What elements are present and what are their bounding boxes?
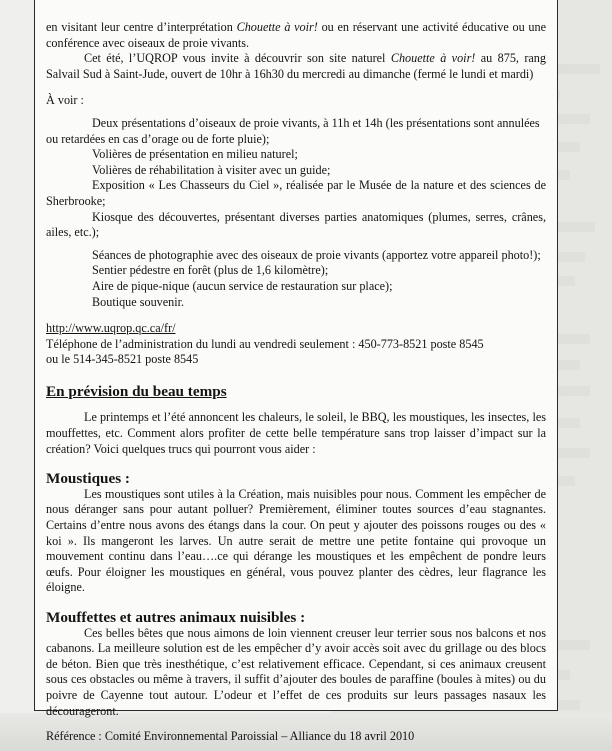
- a-voir-item: Volières de réhabilitation à visiter avec un guide;: [92, 162, 331, 177]
- a-voir-item: Deux présentations d’oiseaux de proie vivants, à 11h et 14h (les présentations sont annulées ou retardées en cas d’orage ou de forte pluie);: [46, 115, 540, 146]
- intro-site-name: Chouette à voir!: [390, 51, 476, 66]
- website-link[interactable]: http://www.uqrop.qc.ca/fr/: [46, 321, 176, 336]
- intro-text: Cet été, l’UQROP vous invite à découvrir son site naturel: [84, 51, 391, 66]
- a-voir-item: Aire de pique-nique (aucun service de restauration sur place);: [92, 278, 393, 293]
- a-voir-item: Boutique souvenir.: [92, 294, 185, 309]
- a-voir-item: Volières de présentation en milieu naturel;: [92, 147, 298, 162]
- a-voir-label: À voir :: [46, 93, 84, 108]
- phone-line-1: Téléphone de l’administration du lundi au vendredi seulement : 450-773-8521 poste 8545: [46, 336, 484, 351]
- mouffettes-heading: Mouffettes et autres animaux nuisibles :: [46, 609, 306, 626]
- intro-paragraph-2: [46, 51, 546, 82]
- a-voir-item: Kiosque des découvertes, présentant diverses parties anatomiques (plumes, serres, crânes, ailes, etc.);: [46, 209, 546, 240]
- a-voir-item: Sentier pédestre en forêt (plus de 1,6 kilomètre);: [92, 263, 329, 278]
- intro-text: ou en réservant une activité éducative ou une conférence avec oiseaux de proie vivants.: [46, 20, 547, 50]
- section-title: En prévision du beau temps: [46, 382, 227, 400]
- intro-site-name: Chouette à voir!: [236, 20, 318, 34]
- moustiques-body: Les moustiques sont utiles à la Création, mais nuisibles pour nous. Comment les empêcher de nous déranger sans pour autant polluer? Premièrement, éliminer toutes sources d’eau stagnantes. Certains d’entre nous avons des étangs dans la cour. On peut y ajouter des poissons rouges ou des « koi ». Ils mangeront les larves. Un autre serait de mettre une petite fontaine qui provoque un mouvement continu dans l’eau….ce qui dérange les moustiques et les empêchent de pondre leurs œufs. Pour éloigner les moustiques en général, vous pouvez planter des cèdres, leur flagrance les éloigne.: [46, 486, 546, 595]
- intro-paragraph-1: [46, 20, 546, 51]
- article-content: [46, 20, 546, 745]
- section-intro: Le printemps et l’été annoncent les chaleurs, le soleil, le BBQ, les moustiques, les insectes, les mouffettes, etc. Comment alors profiter de cette belle température sans trop laisser d’impact sur la création? Voici quelques trucs qui pourront vous aider :: [46, 410, 546, 456]
- mouffettes-body: Ces belles bêtes que nous aimons de loin viennent creuser leur terrier sous nos balcons et nos cabanons. La meilleure solution est de les empêcher d’y avoir accès soit avec du grillage ou des blocs de béton. Bien que très inesthétique, c’est relativement efficace. Cependant, si ces animaux creusent sous ces obstacles ou même à travers, il suffit d’ajouter des boules de paraffine (boules à mites) ou du poivre de Cayenne tout autour. L’odeur et l’effet de ces produits sur leurs passages nasaux les décourageront.: [46, 625, 546, 718]
- a-voir-item: Séances de photographie avec des oiseaux de proie vivants (apportez votre appareil photo!);: [92, 247, 541, 262]
- article-panel: [34, 0, 558, 744]
- intro-text: en visitant leur centre d’interprétation: [46, 20, 237, 34]
- moustiques-heading: Moustiques :: [46, 470, 130, 488]
- intro-text: au 875, rang Salvail Sud à Saint-Jude, ouvert de 10hr à 16h30 du mercredi au dimanche (fermé le lundi et mardi): [46, 51, 546, 81]
- reference-line: Référence : Comité Environnemental Paroissial – Alliance du 18 avril 2010: [46, 729, 415, 744]
- phone-line-2: ou le 514-345-8521 poste 8545: [46, 352, 199, 367]
- a-voir-item: Exposition « Les Chasseurs du Ciel », réalisée par le Musée de la nature et des sciences de Sherbrooke;: [46, 178, 546, 208]
